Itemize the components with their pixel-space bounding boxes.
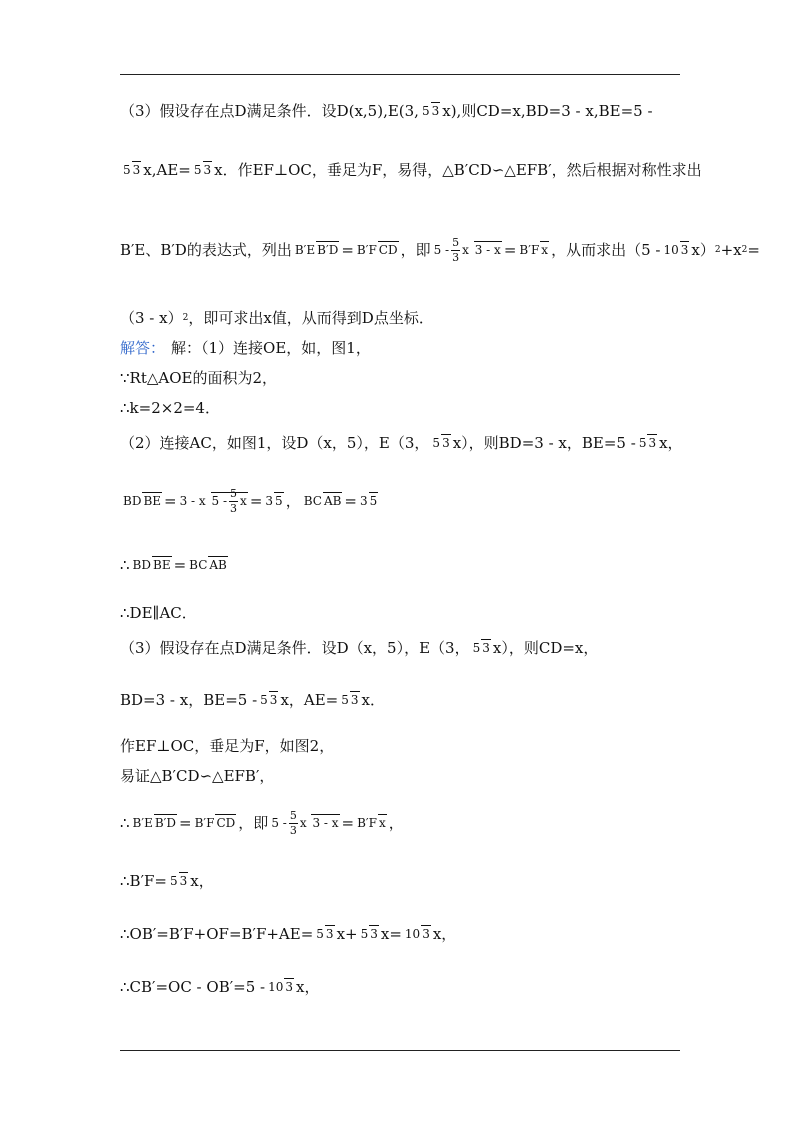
fraction: 5 3 xyxy=(432,435,450,450)
text: ， xyxy=(285,492,301,511)
text: x） xyxy=(691,241,715,260)
solution-header xyxy=(120,341,371,356)
text: 解：（1）连接OE，如，图1， xyxy=(171,339,371,357)
text: B′E、B′D的表达式，列出 xyxy=(120,241,292,260)
fraction: 5 3 xyxy=(638,435,657,450)
fraction: 5 3 xyxy=(472,640,490,655)
solution-line-13 xyxy=(120,693,385,708)
text: x= xyxy=(380,925,402,943)
solution-line-17 xyxy=(120,874,214,889)
analysis-line-4: （3 - x） 2 ，即可求出x值，从而得到D点坐标． xyxy=(120,309,434,327)
solution-line-12 xyxy=(120,641,598,656)
text: ∴OB′=B′F+OF=B′F+AE= xyxy=(120,925,314,943)
fraction: 5 3 xyxy=(193,162,212,177)
text: ，即 xyxy=(400,241,431,260)
text: ∴CB′=OC - OB′=5 - xyxy=(120,978,266,996)
solution-line-16: ∴ B′E B′D = B′F CD ，即 5 - $\frac{5}{3}$ x 3 - x = B′F x ， xyxy=(120,809,404,838)
text: x， xyxy=(432,925,457,943)
text: = xyxy=(747,241,760,260)
solution-line-18 xyxy=(120,927,456,942)
text: ∴ xyxy=(120,556,130,574)
text: x，AE= xyxy=(280,691,339,709)
fraction: 5 - $\frac{5}{3}$ x 3 - x xyxy=(271,809,339,838)
text: x,AE= xyxy=(143,161,191,179)
text: BD=3 - x，BE=5 - xyxy=(120,691,258,709)
text: ∴DE∥AC． xyxy=(120,604,197,622)
text: x），则CD=x， xyxy=(492,639,599,657)
text: ∴k=2×2=4． xyxy=(120,399,220,417)
fraction: 5 3 xyxy=(316,926,334,941)
fraction: B′F CD xyxy=(356,243,398,257)
fraction: 5 3 xyxy=(341,692,359,707)
fraction: B′F CD xyxy=(194,816,236,830)
text: ∴B′F= xyxy=(120,872,167,890)
fraction: 5 3 xyxy=(421,103,440,118)
text: ，即 xyxy=(238,814,269,833)
text: x),则CD=x,BD=3 - x,BE=5 - xyxy=(442,102,653,120)
fraction: 3 5 xyxy=(360,494,378,508)
bottom-rule xyxy=(120,1050,680,1051)
fraction: 5 3 xyxy=(123,162,141,177)
text: x），则BD=3 - x，BE=5 - xyxy=(452,434,636,452)
solution-line-7 xyxy=(120,401,220,416)
fraction: B′F x xyxy=(357,816,386,830)
fraction: 5 - $\frac{5}{3}$ x 3 - x xyxy=(433,236,501,265)
text: ， xyxy=(388,814,404,833)
text: x， xyxy=(659,434,683,452)
fraction: 5 3 xyxy=(169,873,188,888)
solution-line-8 xyxy=(120,436,683,451)
fraction: BD BE xyxy=(132,557,171,572)
analysis-line-2 xyxy=(120,163,702,178)
solution-label: 解答： xyxy=(120,339,166,357)
text: +x xyxy=(720,241,742,260)
fraction: 5 3 xyxy=(360,926,378,941)
text: 作EF⊥OC，垂足为F，如图2， xyxy=(120,737,335,755)
fraction: BD BE xyxy=(123,494,162,508)
text: ，从而求出（5 - xyxy=(551,241,661,260)
solution-line-9: BD BE = 3 - x 5 - $\frac{5}{3}$ x = 3 5 ， BC AB = 3 5 xyxy=(123,487,378,516)
solution-line-14 xyxy=(120,739,334,754)
fraction: 10 3 xyxy=(268,979,293,994)
fraction: B′E B′D xyxy=(294,243,339,257)
text: x． xyxy=(361,691,385,709)
text: ，即可求出x值，从而得到D点坐标． xyxy=(188,309,434,327)
solution-line-10: ∴ BD BE = BC AB xyxy=(120,556,227,574)
text: 易证△B′CD∽△EFB′， xyxy=(120,767,275,785)
fraction: BC AB xyxy=(303,494,342,508)
analysis-line-1 xyxy=(120,104,653,119)
text: （3 - x） xyxy=(120,309,183,327)
fraction: B′E B′D xyxy=(132,816,177,830)
text: x．作EF⊥OC，垂足为F，易得，△B′CD∽△EFB′，然后根据对称性求出 xyxy=(214,161,702,179)
top-rule xyxy=(120,74,680,75)
fraction: 3 - x 5 - $\frac{5}{3}$ x xyxy=(179,487,247,516)
fraction: B′F x xyxy=(519,243,549,257)
fraction: BC AB xyxy=(189,557,227,572)
text: x， xyxy=(190,872,214,890)
text: x， xyxy=(296,978,320,996)
solution-line-19 xyxy=(120,980,319,995)
solution-line-6 xyxy=(120,371,277,386)
analysis-line-3: B′E、B′D的表达式，列出 B′E B′D = B′F CD ，即 5 - $\frac{5}{3}$ x 3 - x = B′F x ，从而求出（5 - 10 3 x） 2 +x 2 = xyxy=(120,236,760,265)
text: ∵Rt△AOE的面积为2， xyxy=(120,369,278,387)
text: （3）假设存在点D满足条件．设D(x,5),E(3, xyxy=(120,102,419,120)
fraction: 10 3 xyxy=(663,243,689,257)
text: （2）连接AC，如图1，设D（x，5），E（3， xyxy=(120,434,430,452)
fraction: 3 5 xyxy=(265,494,283,508)
fraction: 10 3 xyxy=(404,926,430,941)
text: （3）假设存在点D满足条件．设D（x，5），E（3， xyxy=(120,639,470,657)
fraction: 5 3 xyxy=(260,692,278,707)
text: ∴ xyxy=(120,814,130,833)
solution-line-11 xyxy=(120,606,197,621)
text: x+ xyxy=(336,925,358,943)
solution-line-15 xyxy=(120,769,274,784)
